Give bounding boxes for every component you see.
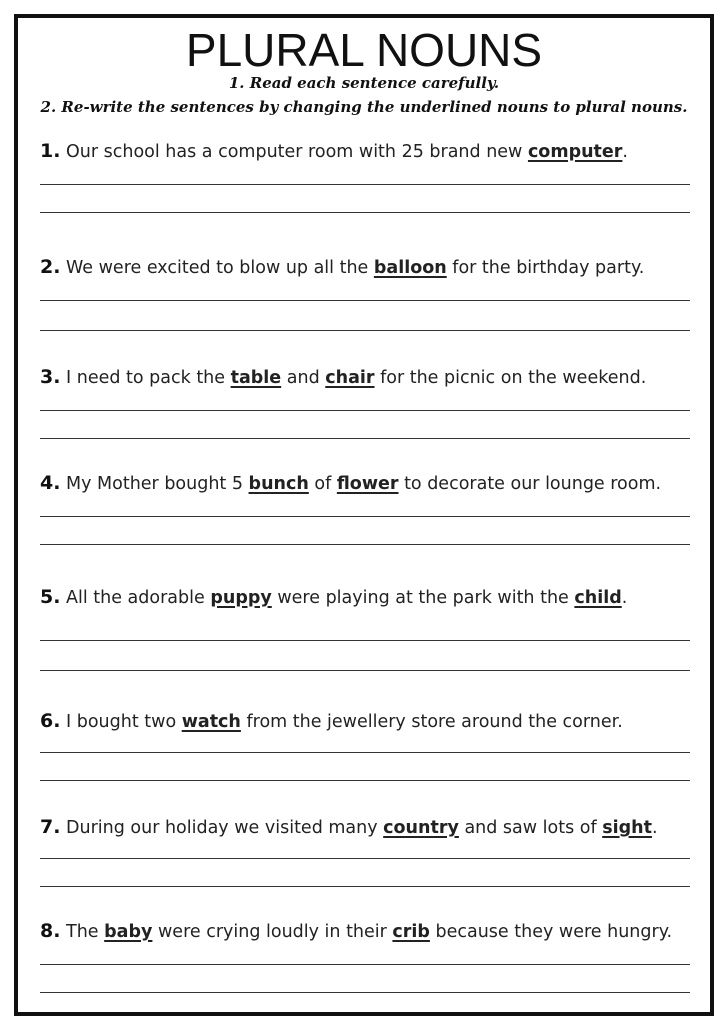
question-6 — [40, 710, 696, 733]
sentence-text: . — [651, 818, 658, 838]
question-8 — [40, 920, 696, 943]
question-number: 5. — [40, 586, 61, 608]
underlined-noun: chair — [325, 368, 375, 388]
underlined-noun: balloon — [373, 258, 447, 278]
sentence-text: from the jewellery store around the corner. — [240, 712, 623, 732]
sentence-text: of — [308, 474, 337, 494]
answer-line[interactable] — [40, 184, 690, 185]
answer-line[interactable] — [40, 670, 690, 671]
question-number: 2. — [40, 256, 61, 278]
sentence-text: During our holiday we visited many — [60, 818, 384, 838]
sentence-text: to decorate our lounge room. — [398, 474, 662, 494]
underlined-noun: bunch — [248, 474, 309, 494]
underlined-noun: computer — [527, 142, 623, 162]
instruction-2: 2. Re-write the sentences by changing the underlined nouns to plural nouns. — [40, 98, 688, 116]
answer-line[interactable] — [40, 544, 690, 545]
underlined-noun: sight — [602, 818, 652, 838]
sentence-text: were crying loudly in their — [152, 922, 393, 942]
sentence-text: for the picnic on the weekend. — [374, 368, 647, 388]
question-number: 6. — [40, 710, 61, 732]
sentence-text: for the birthday party. — [446, 258, 645, 278]
sentence-text: and — [281, 368, 326, 388]
sentence-text: All the adorable — [60, 588, 211, 608]
answer-line[interactable] — [40, 752, 690, 753]
answer-line[interactable] — [40, 410, 690, 411]
question-number: 8. — [40, 920, 61, 942]
answer-line[interactable] — [40, 212, 690, 213]
sentence-text: and saw lots of — [458, 818, 603, 838]
answer-line[interactable] — [40, 780, 690, 781]
underlined-noun: baby — [104, 922, 153, 942]
worksheet-frame — [14, 14, 714, 1016]
answer-line[interactable] — [40, 300, 690, 301]
question-4 — [40, 472, 696, 495]
sentence-text: I bought two — [60, 712, 182, 732]
answer-line[interactable] — [40, 858, 690, 859]
underlined-noun: country — [383, 818, 459, 838]
instruction-1: 1. Read each sentence carefully. — [228, 74, 500, 92]
sentence-text: were playing at the park with the — [271, 588, 575, 608]
sentence-text: I need to pack the — [60, 368, 231, 388]
underlined-noun: puppy — [210, 588, 272, 608]
underlined-noun: table — [230, 368, 282, 388]
underlined-noun: flower — [336, 474, 399, 494]
sentence-text: because they were hungry. — [429, 922, 673, 942]
answer-line[interactable] — [40, 964, 690, 965]
answer-line[interactable] — [40, 886, 690, 887]
answer-line[interactable] — [40, 992, 690, 993]
sentence-text: My Mother bought 5 — [60, 474, 249, 494]
answer-line[interactable] — [40, 330, 690, 331]
underlined-noun: crib — [392, 922, 430, 942]
page-title: PLURAL NOUNS — [185, 24, 543, 76]
question-5 — [40, 586, 696, 609]
question-number: 3. — [40, 366, 61, 388]
answer-line[interactable] — [40, 438, 690, 439]
underlined-noun: watch — [181, 712, 241, 732]
question-1 — [40, 140, 696, 163]
answer-line[interactable] — [40, 516, 690, 517]
question-7 — [40, 816, 696, 839]
sentence-text: We were excited to blow up all the — [60, 258, 374, 278]
sentence-text: . — [622, 142, 628, 162]
sentence-text: The — [60, 922, 105, 942]
question-number: 7. — [40, 816, 61, 838]
underlined-noun: child — [574, 588, 622, 608]
sentence-text: Our school has a computer room with 25 brand new — [60, 142, 528, 162]
sentence-text: . — [621, 588, 628, 608]
question-2 — [40, 256, 696, 279]
question-number: 4. — [40, 472, 61, 494]
question-3 — [40, 366, 696, 389]
answer-line[interactable] — [40, 640, 690, 641]
question-number: 1. — [40, 140, 61, 162]
